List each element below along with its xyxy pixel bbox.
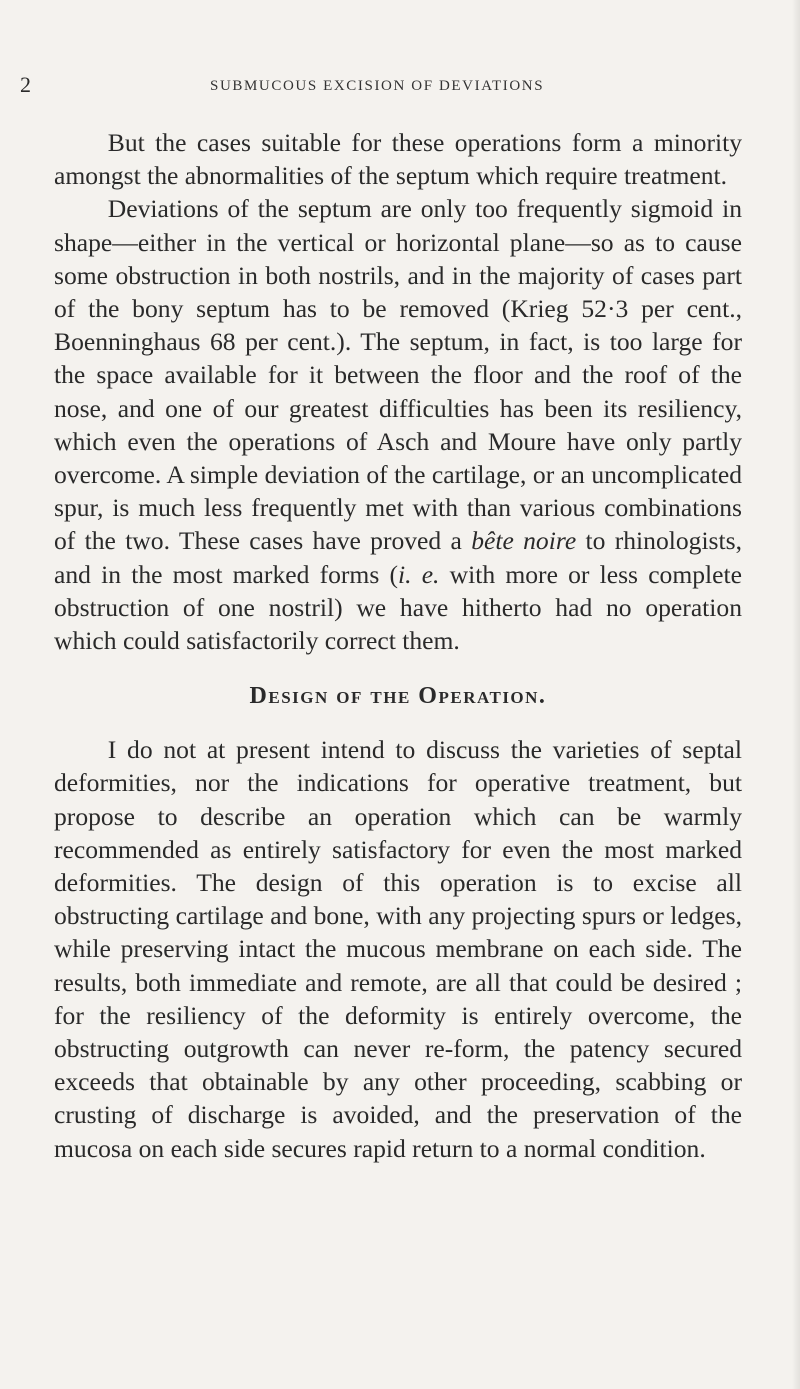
paragraph-2-part-c: to rhinologists, and in the most marked forms ( <box>54 526 742 589</box>
italic-phrase-bete-noire: bête noire <box>471 526 577 556</box>
section-heading-text: Design of the Operation. <box>249 683 547 710</box>
section-heading <box>54 681 742 711</box>
page-edge-shadow <box>792 0 800 1389</box>
paragraph-2-part-a: Deviations of the septum are only too frequently sigmoid in shape—either in the vertical or horizontal plane—so as to cause some obstruction in both nostrils, and in the majority of cases part of the bony septum has to be removed (Krieg 52·3 per cent., Boenninghaus 68 per cent.). The septum, in fact, is too large for the space available for it between the floor and the roof of the nose, and one of our greatest difficulties has been its resiliency, which even the operations of Asch and Moure have only partly overcome. A simple deviation of the cartilage, or an uncomplicated spur, is much less frequently met with than various combinations of the two. These cases have proved a <box>54 194 742 556</box>
italic-abbreviation-ie: i. e. <box>398 559 440 589</box>
paragraph-3: I do not at present intend to discuss the varieties of septal deformities, nor the indications for operative treatment, but propose to describe an operation which can be warmly recommended as entirely satisfactory for even the most marked deformities. The design of this operation is to excise all obstructing cartilage and bone, with any projecting spurs or ledges, while preserving intact the mucous membrane on each side. The results, both immediate and remote, are all that could be desired ; for the resiliency of the deformity is entirely overcome, the obstructing outgrowth can never re-form, the patency secured exceeds that obtainable by any other proceeding, scabbing or crusting of discharge is avoided, and the preservation of the mucosa on each side secures rapid return to a normal condition. <box>54 735 742 1163</box>
running-head: SUBMUCOUS EXCISION OF DEVIATIONS <box>210 78 545 94</box>
body-text <box>54 126 742 1165</box>
paragraph-2-part-e: with more or less complete obstruction of one nostril) we have hitherto had no operation which could satisfactorily correct them. <box>54 559 743 656</box>
paragraph-1: But the cases suitable for these operations form a minority amongst the abnormalities of the septum which require treatment. <box>54 128 742 191</box>
paragraph-2 <box>54 192 742 657</box>
page-number: 2 <box>20 72 31 97</box>
